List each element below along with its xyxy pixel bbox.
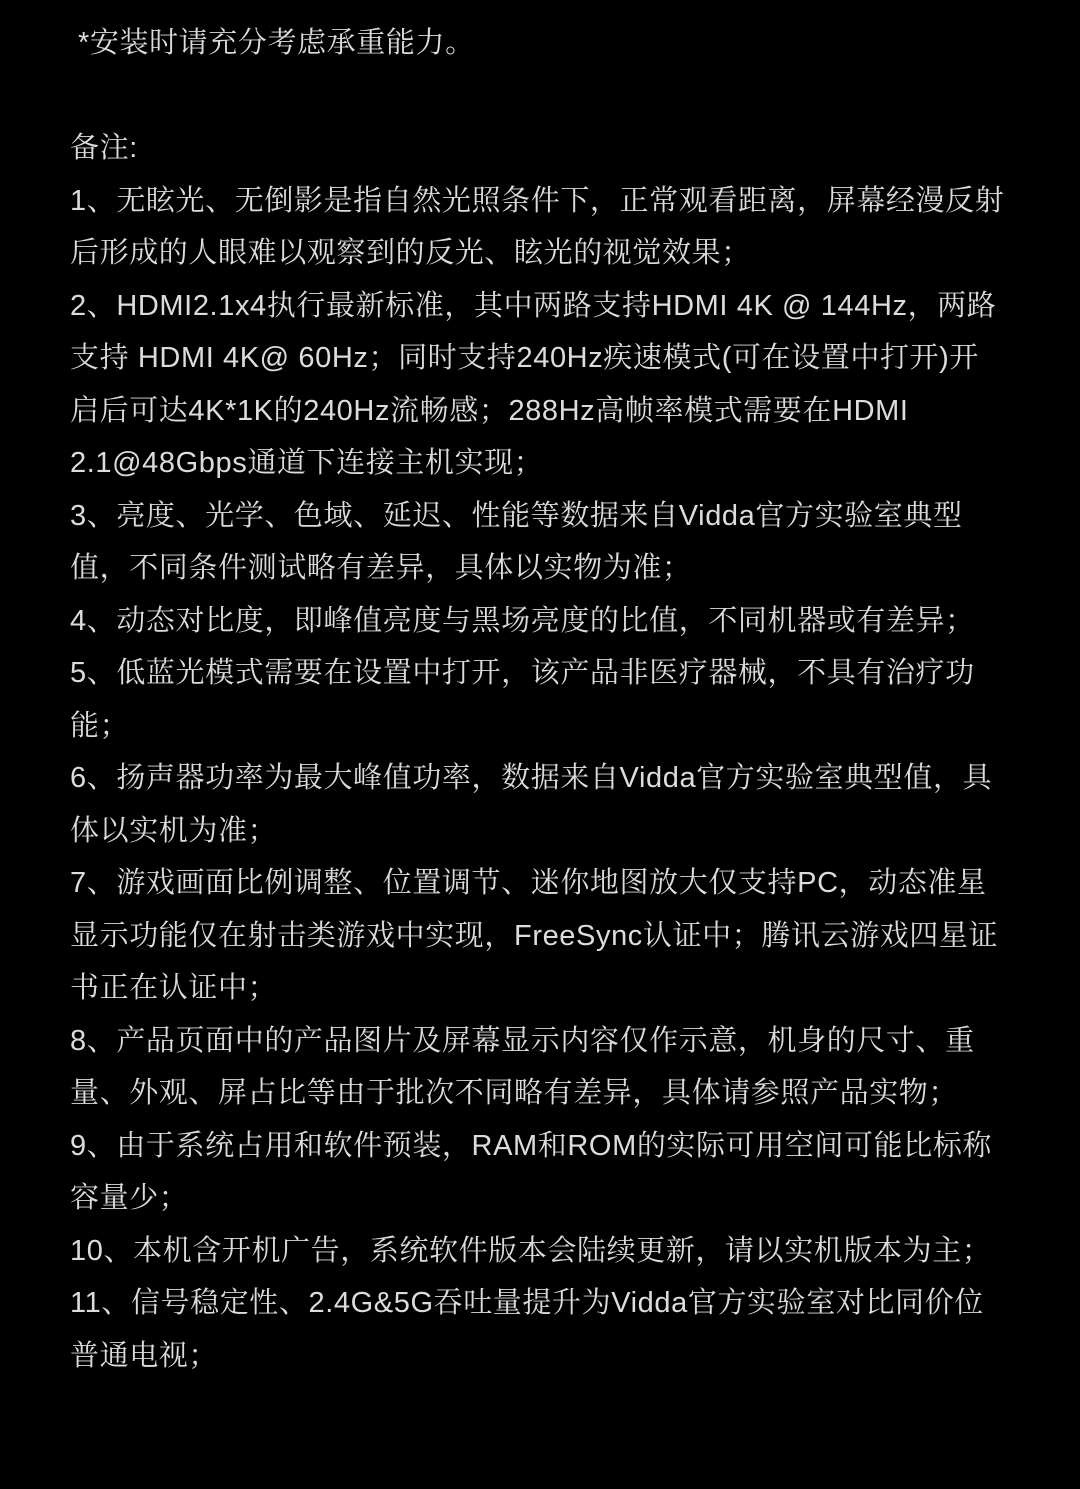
remark-item-8 [70,1015,1080,1120]
remark-item-7 [70,857,1080,1015]
blank-spacer [70,70,1080,123]
remark-item-2 [70,280,1080,490]
remark-line: 值，不同条件测试略有差异，具体以实物为准； [70,552,692,584]
remark-line: 9、由于系统占用和软件预装，RAM和ROM的实际可用空间可能比标称 [70,1129,993,1162]
remark-line: 显示功能仅在射击类游戏中实现，FreeSync认证中；腾讯云游戏四星证 [70,919,999,952]
remark-line: 能； [70,709,130,742]
remark-item-3 [70,490,1080,595]
remark-line: 6、扬声器功率为最大峰值功率，数据来自Vidda官方实验室典型值，具 [70,762,993,794]
remark-item-9 [70,1120,1080,1225]
remark-line: 7、游戏画面比例调整、位置调节、迷你地图放大仅支持PC，动态准星 [70,867,987,899]
remark-line: 启后可达4K*1K的240Hz流畅感；288Hz高帧率模式需要在HDMI [70,394,909,427]
remarks-title: 备注: [70,132,138,164]
remark-line: 普通电视； [70,1339,219,1372]
remark-line: 体以实机为准； [70,814,278,847]
remark-line: 支持 HDMI 4K@ 60Hz；同时支持240Hz疾速模式(可在设置中打开)开 [70,342,980,374]
remark-line: 1、无眩光、无倒影是指自然光照条件下，正常观看距离，屏幕经漫反射 [70,184,1005,217]
remark-line: 10、本机含开机广告，系统软件版本会陆续更新，请以实机版本为主； [70,1234,992,1267]
remark-line: 8、产品页面中的产品图片及屏幕显示内容仅作示意，机身的尺寸、重 [70,1024,975,1057]
remark-item-4 [70,595,1080,648]
remark-line: 5、低蓝光模式需要在设置中打开，该产品非医疗器械，不具有治疗功 [70,657,975,689]
remark-line: 书正在认证中； [70,972,278,1004]
remark-item-1 [70,175,1080,280]
remark-line: 量、外观、屏占比等由于批次不同略有差异，具体请参照产品实物； [70,1077,959,1109]
remark-item-5 [70,647,1080,752]
remark-item-10 [70,1225,1080,1278]
remark-line: 4、动态对比度，即峰值亮度与黑场亮度的比值，不同机器或有差异； [70,604,975,637]
remark-line: 2.1@48Gbps通道下连接主机实现； [70,447,544,479]
remark-item-6 [70,752,1080,857]
remark-line: 后形成的人眼难以观察到的反光、眩光的视觉效果； [70,237,751,269]
remark-line: 容量少； [70,1182,189,1214]
remark-line: 2、HDMI2.1x4执行最新标准，其中两路支持HDMI 4K @ 144Hz，两路 [70,289,997,322]
installation-notice: *安装时请充分考虑承重能力。 [78,27,475,59]
remark-line: 11、信号稳定性、2.4G&5G吞吐量提升为Vidda官方实验室对比同价位 [70,1287,984,1319]
remark-item-11 [70,1277,1080,1382]
remark-line: 3、亮度、光学、色域、延迟、性能等数据来自Vidda官方实验室典型 [70,499,963,532]
